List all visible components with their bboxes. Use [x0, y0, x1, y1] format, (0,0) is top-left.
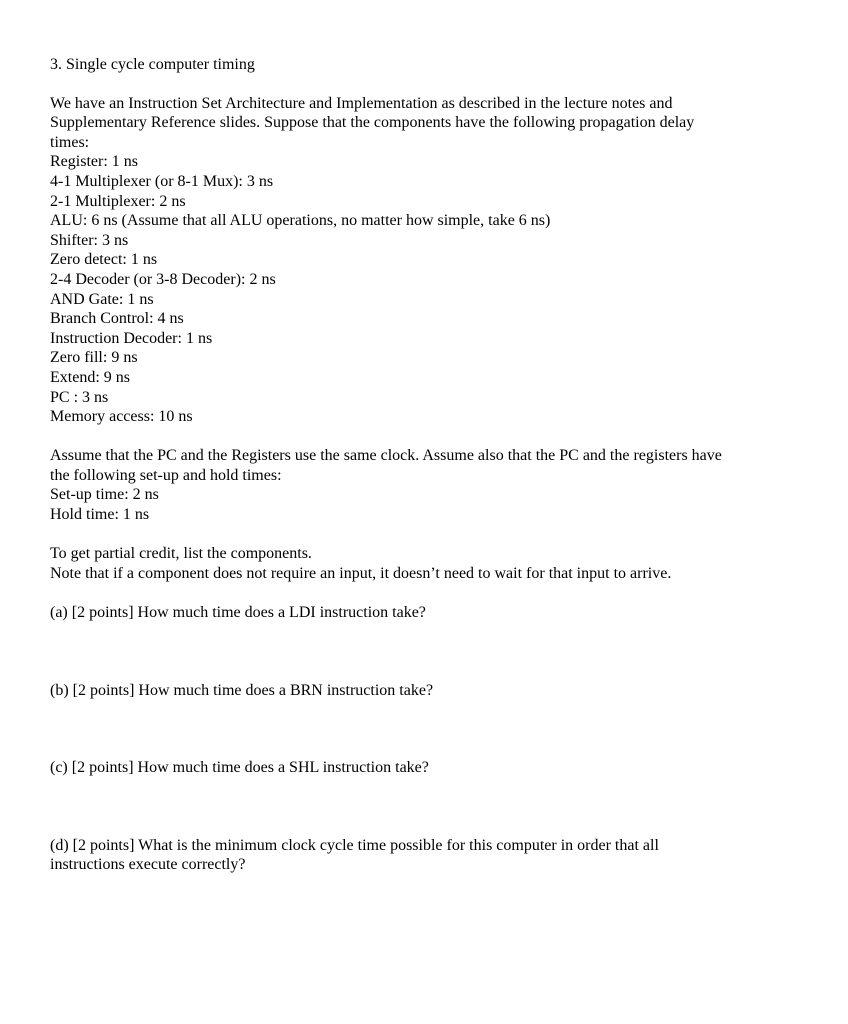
component-item: AND Gate: 1 ns [50, 290, 154, 308]
question-d-line: instructions execute correctly? [50, 856, 246, 874]
component-item: Shifter: 3 ns [50, 231, 129, 249]
clock-line: the following set-up and hold times: [50, 466, 282, 484]
intro-line: Supplementary Reference slides. Suppose that the components have the following propagation delay [50, 114, 695, 132]
component-item: Memory access: 10 ns [50, 408, 193, 426]
question-d [50, 836, 810, 875]
question-d-line: (d) [2 points] What is the minimum clock cycle time possible for this computer in order that all [50, 836, 659, 854]
component-item: ALU: 6 ns (Assume that all ALU operations, no matter how simple, take 6 ns) [50, 212, 551, 230]
note-line: Note that if a component does not require an input, it doesn’t need to wait for that input to arrive. [50, 564, 672, 582]
setup-time: Set-up time: 2 ns [50, 486, 159, 504]
question-a: (a) [2 points] How much time does a LDI instruction take? [50, 604, 426, 622]
component-item: Zero fill: 9 ns [50, 349, 138, 367]
question-c: (c) [2 points] How much time does a SHL instruction take? [50, 759, 429, 777]
component-item: Branch Control: 4 ns [50, 310, 184, 328]
component-delay-list [50, 152, 810, 426]
component-item: Zero detect: 1 ns [50, 251, 158, 269]
question-b: (b) [2 points] How much time does a BRN instruction take? [50, 681, 434, 699]
hold-time: Hold time: 1 ns [50, 506, 150, 524]
component-item: Instruction Decoder: 1 ns [50, 329, 213, 347]
component-item: Extend: 9 ns [50, 368, 130, 386]
note-line: To get partial credit, list the components. [50, 545, 312, 563]
clock-line: Assume that the PC and the Registers use the same clock. Assume also that the PC and the registers have [50, 447, 722, 465]
component-item: PC : 3 ns [50, 388, 109, 406]
instructions-note [50, 544, 810, 583]
intro-paragraph [50, 94, 810, 153]
intro-line: times: [50, 133, 90, 151]
clock-timing-paragraph [50, 446, 810, 524]
component-item: Register: 1 ns [50, 153, 138, 171]
document-page [50, 55, 810, 875]
component-item: 4-1 Multiplexer (or 8-1 Mux): 3 ns [50, 172, 274, 190]
component-item: 2-1 Multiplexer: 2 ns [50, 192, 186, 210]
component-item: 2-4 Decoder (or 3-8 Decoder): 2 ns [50, 270, 276, 288]
section-title: 3. Single cycle computer timing [50, 56, 255, 73]
intro-line: We have an Instruction Set Architecture and Implementation as described in the lecture notes and [50, 94, 673, 112]
